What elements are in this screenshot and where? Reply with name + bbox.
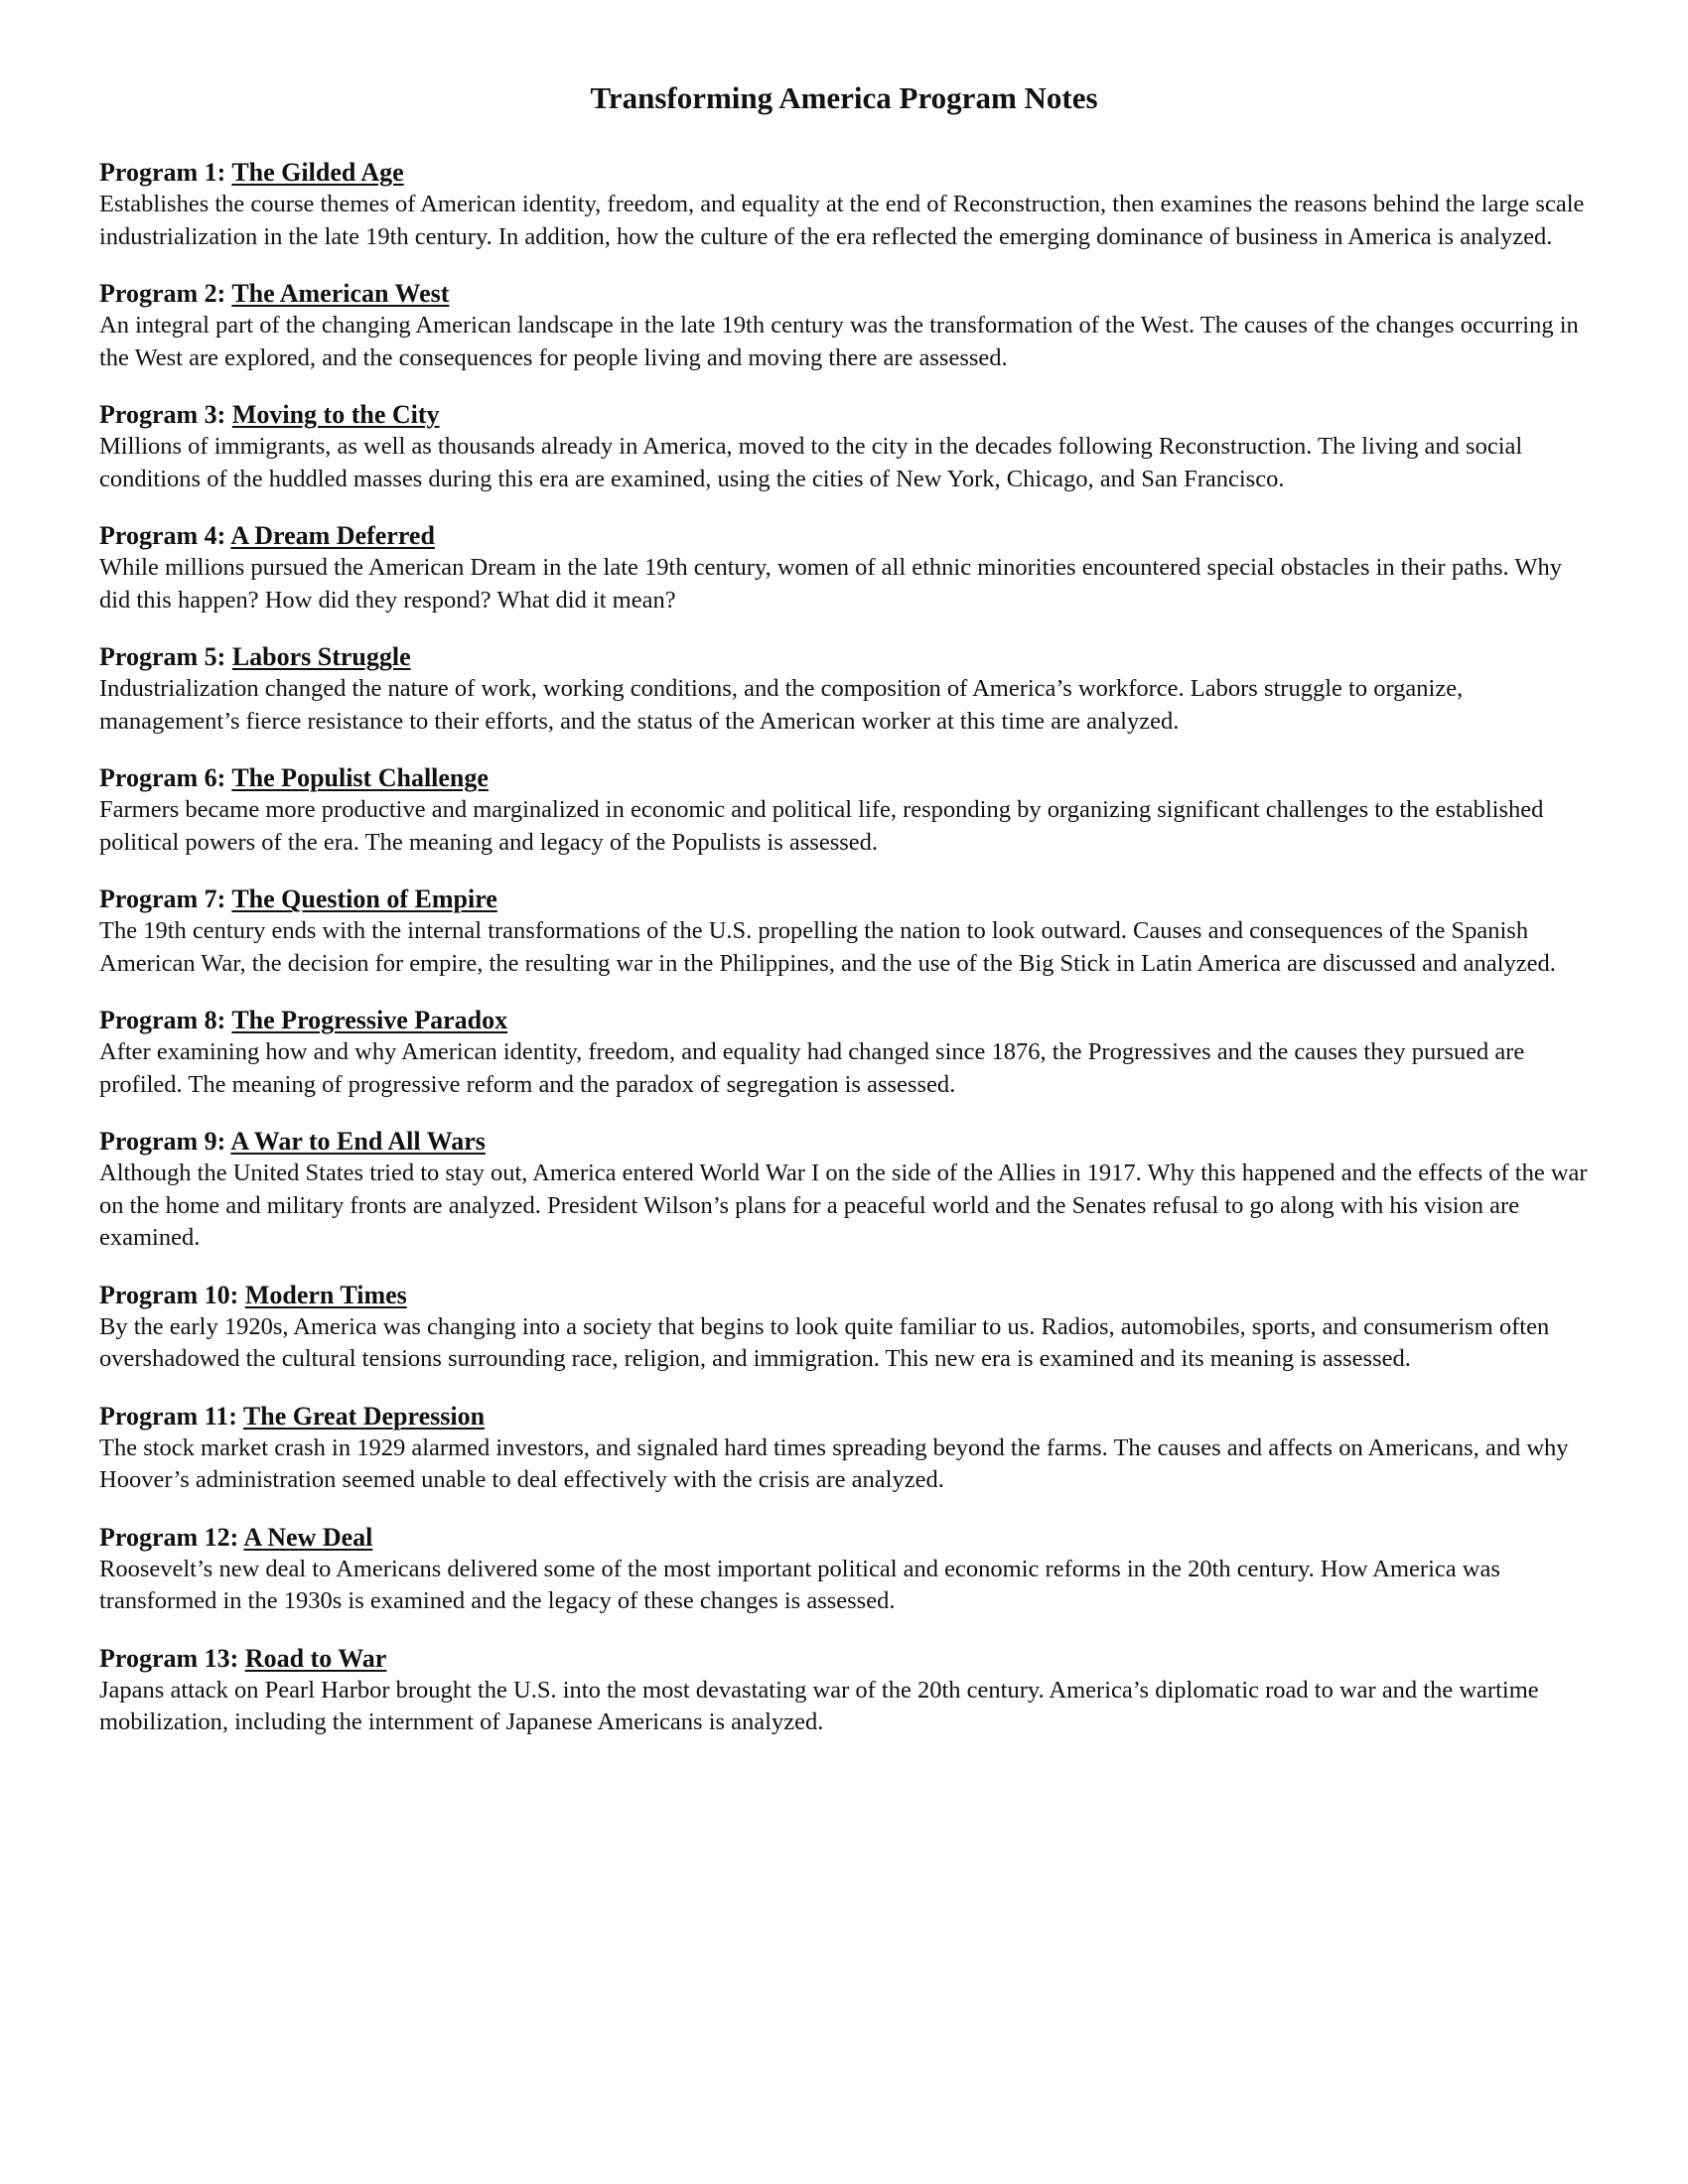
program-name: The Progressive Paradox (231, 1006, 508, 1034)
document-title: Transforming America Program Notes (590, 80, 1098, 115)
program-heading (99, 156, 1589, 189)
program-entry (99, 1279, 1589, 1376)
program-label: Program 11: (99, 1401, 237, 1431)
program-name: The Gilded Age (231, 158, 404, 187)
program-name: The Populist Challenge (231, 763, 489, 792)
program-description: The 19th century ends with the internal transformations of the U.S. propelling the nation to look outward. Causes and consequences of the Spanish American War, the decision for empire, the resulting war in the Philippines, and the use of the Big Stick in Latin America are discussed and analyzed. (99, 917, 1556, 977)
program-label: Program 12: (99, 1522, 239, 1552)
program-name: The American West (231, 279, 450, 308)
program-heading (99, 277, 1589, 310)
program-entry (99, 1125, 1589, 1255)
program-entry (99, 640, 1589, 738)
program-name: Road to War (244, 1643, 387, 1673)
program-description: Although the United States tried to stay out, America entered World War I on the side of the Allies in 1917. Why this happened and the effects of the war on the home and military fronts are analyzed. President Wilson’s plans for a peaceful world and the Senates refusal to go along with his vision are examined. (99, 1160, 1588, 1251)
program-description: Farmers became more productive and marginalized in economic and political life, responding by organizing significant challenges to the established political powers of the era. The meaning and legacy of the Populists is assessed. (99, 796, 1544, 856)
program-name: A Dream Deferred (230, 521, 435, 550)
program-description: An integral part of the changing American landscape in the late 19th century was the transformation of the West. The causes of the changes occurring in the West are explored, and the consequences for people living and moving there are assessed. (99, 312, 1579, 371)
program-description: The stock market crash in 1929 alarmed investors, and signaled hard times spreading beyond the farms. The causes and affects on Americans, and why Hoover’s administration seemed unable to deal effectively with the crisis are analyzed. (99, 1433, 1569, 1493)
program-description: Establishes the course themes of American identity, freedom, and equality at the end of Reconstruction, then examines the reasons behind the large scale industrialization in the late 19th century. In addition, how the culture of the era reflected the emerging dominance of business in America is analyzed. (99, 191, 1585, 250)
program-description: While millions pursued the American Dream in the late 19th century, women of all ethnic minorities encountered special obstacles in their paths. Why did this happen? How did they respond? What did it mean? (99, 554, 1562, 614)
program-description: By the early 1920s, America was changing into a society that begins to look quite familiar to us. Radios, automobiles, sports, and consumerism often overshadowed the cultural tensions surrounding race, religion, and immigration. This new era is examined and its meaning is assessed. (99, 1312, 1550, 1372)
program-heading (99, 1521, 1589, 1554)
program-entry (99, 1400, 1589, 1497)
program-heading (99, 883, 1589, 915)
program-description: Japans attack on Pearl Harbor brought the U.S. into the most devastating war of the 20th century. America’s diplomatic road to war and the wartime mobilization, including the internment of Japanese Americans is analyzed. (99, 1676, 1539, 1735)
program-name: Modern Times (244, 1280, 407, 1309)
program-label: Program 3: (99, 400, 226, 429)
program-name: The Question of Empire (231, 885, 497, 913)
program-label: Program 2: (99, 279, 226, 308)
program-entry (99, 1004, 1589, 1101)
program-entry (99, 883, 1589, 980)
program-entry (99, 761, 1589, 859)
program-heading (99, 1004, 1589, 1036)
program-description: Industrialization changed the nature of work, working conditions, and the composition of America’s workforce. Labors struggle to organize, management’s fierce resistance to their efforts, and the status of the American worker at this time are analyzed. (99, 675, 1464, 735)
program-name: A New Deal (243, 1522, 373, 1552)
program-entry (99, 156, 1589, 253)
program-entry (99, 519, 1589, 616)
program-label: Program 9: (99, 1127, 226, 1156)
program-entry (99, 398, 1589, 495)
program-name: Labors Struggle (231, 642, 411, 671)
program-entry (99, 1521, 1589, 1618)
program-name: The Great Depression (242, 1401, 486, 1431)
program-label: Program 1: (99, 158, 226, 187)
program-description: After examining how and why American identity, freedom, and equality had changed since 1876, the Progressives and the causes they pursued are profiled. The meaning of progressive reform and the paradox of segregation is assessed. (99, 1038, 1525, 1098)
program-label: Program 8: (99, 1006, 226, 1034)
program-label: Program 13: (99, 1643, 239, 1673)
program-list (99, 156, 1589, 1763)
program-label: Program 10: (99, 1280, 239, 1309)
program-label: Program 5: (99, 642, 226, 671)
program-entry (99, 1642, 1589, 1739)
program-heading (99, 640, 1589, 673)
program-label: Program 6: (99, 763, 226, 792)
program-heading (99, 1400, 1589, 1433)
program-description: Millions of immigrants, as well as thousands already in America, moved to the city in the decades following Reconstruction. The living and social conditions of the huddled masses during this era are examined, using the cities of New York, Chicago, and San Francisco. (99, 433, 1523, 492)
program-name: Moving to the City (231, 400, 440, 429)
program-heading (99, 1125, 1589, 1158)
program-heading (99, 1279, 1589, 1311)
program-name: A War to End All Wars (230, 1127, 486, 1156)
program-label: Program 4: (99, 521, 226, 550)
program-heading (99, 761, 1589, 794)
program-description: Roosevelt’s new deal to Americans delivered some of the most important political and economic reforms in the 20th century. How America was transformed in the 1930s is examined and the legacy of these changes is assessed. (99, 1555, 1500, 1614)
program-heading (99, 398, 1589, 431)
program-label: Program 7: (99, 885, 226, 913)
program-heading (99, 519, 1589, 552)
program-heading (99, 1642, 1589, 1675)
program-entry (99, 277, 1589, 374)
